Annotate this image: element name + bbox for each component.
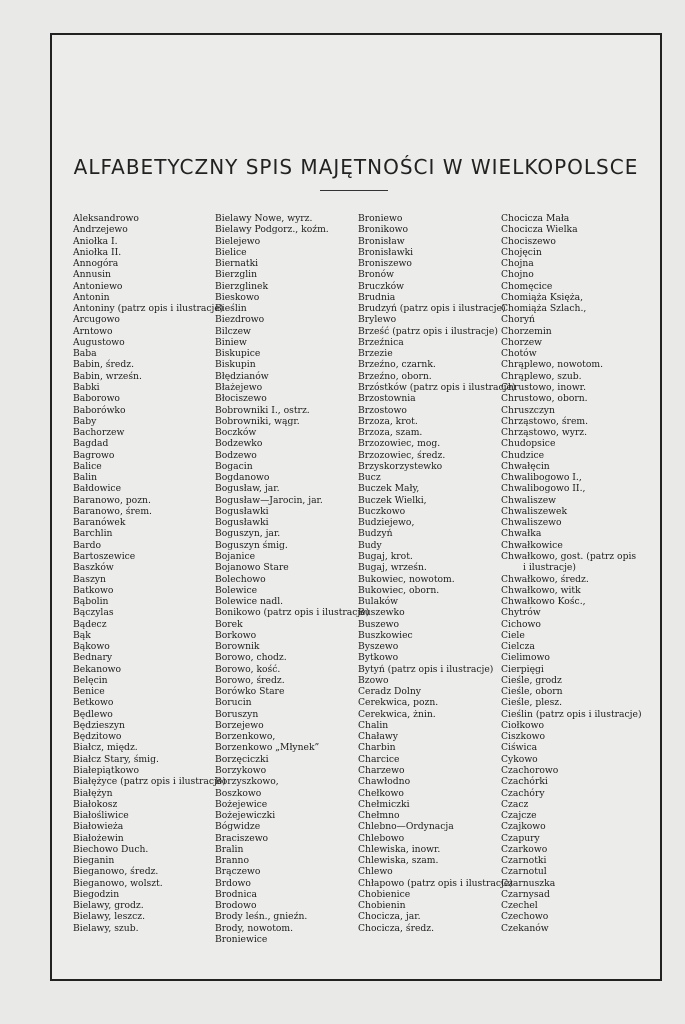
index-entry: Batkowo [73,584,114,596]
index-entry: Brzeźno, oborn. [358,370,432,382]
index-entry: Czarnysad [501,888,550,900]
index-entry: Antoniewo [73,280,123,292]
index-entry: Augustowo [73,336,125,348]
index-entry: Brzeźnica [358,336,404,348]
index-entry: Chocicza, średz. [358,922,435,934]
index-entry: Buczek Wielki, [358,494,427,506]
index-entry: Bodzewo [215,449,257,461]
index-entry: Borowo, średz. [215,674,285,686]
index-entry: Baranowo, pozn. [73,494,151,506]
index-entry: Balin [73,472,98,484]
index-entry: Baborówko [73,404,126,416]
index-entry: Borucin [215,697,252,709]
index-entry: Chobienice [358,888,411,900]
index-entry: Czarnuszka [501,877,556,889]
index-entry: Brzoza, szam. [358,427,423,439]
index-entry: Bardo [73,539,102,551]
index-entry: Chwaliszewek [501,505,568,517]
index-entry: Branno [215,855,249,867]
index-entry: Czarnotul [501,866,547,878]
index-entry: Ciświca [501,742,538,754]
index-entry: Bronikowo [358,224,409,236]
index-entry: Chaławy [358,731,398,743]
index-entry: Bądecz [73,618,107,630]
index-entry: Broniewo [358,213,403,224]
index-entry: Chotów [501,348,537,360]
index-entry: Chwałkowo Kośc., [501,596,586,608]
index-entry: Brodnica [215,888,258,900]
index-entry: Bulaków [358,596,399,608]
index-entry: Bukowiec, nowotom. [358,573,455,585]
index-entry: Będzieszyn [73,719,125,731]
index-entry: Bógwidze [215,821,261,833]
index-entry: Czachóry [501,787,545,799]
index-entry: Czechel [501,900,538,912]
index-entry: Ciszkowo [501,731,546,743]
index-entry: Buczek Mały, [358,483,420,495]
index-entry: Bytkowo [358,652,399,664]
index-entry: Baborowo [73,393,120,405]
index-entry: Chobienin [358,900,406,912]
index-entry: Buszewo [358,618,400,630]
index-entry: Bilczew [215,325,251,337]
index-entry: Bogusławki [215,505,269,517]
index-entry: Baba [73,348,97,360]
index-entry: Chlewiska, szam. [358,855,439,867]
index-entry: Chorzemin [501,325,552,337]
index-entry: Bielejewo [215,235,261,247]
index-column-4 [501,213,642,934]
index-entry: Charbin [358,742,396,754]
index-entry: Bielawy Nowe, wyrz. [215,213,313,224]
index-entry: Chomęcice [501,280,553,292]
index-entry: Baszyn [73,573,106,585]
index-entry: Chwałkowo, gost. (patrz opis [501,550,637,562]
page-title: ALFABETYCZNY SPIS MAJĘTNOŚCI W WIELKOPOLSCE [73,155,639,179]
index-entry: Cieśle, plesz. [501,697,563,709]
index-entry: Baszków [73,562,114,574]
index-entry: Błędzianów [215,370,269,382]
index-entry: Boczków [215,427,257,439]
index-entry: Bodzewko [215,438,263,450]
index-entry: Bogusław, jar. [215,483,280,495]
index-entry: Chwalibogowo II., [501,483,586,495]
index-entry: Cykowo [501,753,538,765]
index-entry: Borzykowo [215,765,267,777]
index-entry: Bieganowo, średz. [73,866,159,878]
index-entry: Chrustowo, inowr. [501,381,586,393]
index-entry: Biernatki [215,258,259,270]
index-entry: Baranowo, śrem. [73,505,152,517]
index-entry: Chwaliszewo [501,517,562,529]
index-entry: Chlewiska, inowr. [358,843,441,855]
index-entry: Borówko Stare [215,686,285,698]
index-entry: Bączylas [73,607,114,619]
index-entry: Czajcze [501,810,537,822]
index-entry: Brzostowo [358,404,407,416]
index-entry: Baby [73,415,97,427]
index-entry: Aniołka II. [73,246,122,258]
index-entry: Bożejewice [215,798,268,810]
index-entry: Białężyn [73,787,113,799]
index-entry: Białośliwice [73,810,129,822]
index-entry: Białepiątkowo [73,765,140,777]
index-entry: Bierzglin [215,269,258,281]
index-entry: Bielawy, szub. [73,922,139,934]
index-entry: Charcice [358,753,400,765]
index-entry: Bożejewiczki [215,810,276,822]
index-entry: Bugaj, krot. [358,550,413,562]
index-entry: Belęcin [73,674,108,686]
index-entry: Borowo, kość. [215,663,281,675]
index-entry: Bobrowniki, wągr. [215,415,300,427]
index-entry: Borownik [215,641,260,653]
index-entry: Chrząstowo, wyrz. [501,427,588,439]
index-entry: Borek [215,618,243,630]
index-entry: Chudopsice [501,438,556,450]
index-entry: Bytyń (patrz opis i ilustracje) [358,663,494,675]
index-entry: Cichowo [501,618,541,630]
index-entry: Brzostownia [358,393,416,405]
index-entry: Białożewin [73,832,124,844]
index-entry: Biniew [215,336,247,348]
index-entry: Baranówek [73,517,126,529]
index-entry: Chomiąża Szlach., [501,303,587,315]
index-entry: Cieślin (patrz opis i ilustracje) [501,708,642,720]
index-entry: Bogusławki [215,517,269,529]
index-entry: Buczkowo [358,505,406,517]
index-entry: Cieśle, grodz [501,674,562,686]
index-entry: Bolechowo [215,573,266,585]
index-entry: Biegodzin [73,888,120,900]
index-entry: Babin, średz. [73,359,134,371]
index-entry: Boszkowo [215,787,262,799]
index-column-2 [215,213,369,945]
index-entry: Bralin [215,843,244,855]
index-entry: Białężyce (patrz opis i ilustracje) [73,776,226,788]
index-entry: Brody, nowotom. [215,922,294,934]
index-entry: Benice [73,686,105,698]
index-entry: Bojanowo Stare [215,562,289,574]
index-entry: Bruczków [358,280,405,292]
index-column-1 [73,213,226,934]
index-entry: Czacz [501,798,529,810]
index-entry: Chrząstowo, śrem. [501,415,589,427]
index-entry: Chłapowo (patrz opis i ilustracje) [358,877,513,889]
index-entry: Białcz Stary, śmig. [73,753,159,765]
index-entry: Bielawy, leszcz. [73,911,146,923]
index-column-3 [358,213,516,934]
index-entry: Cieśle, oborn [501,686,563,698]
index-entry: Broniewice [215,934,268,945]
index-entry: Bolewice [215,584,258,596]
index-entry: Chawłodno [358,776,411,788]
index-entry: Bobrowniki I., ostrz. [215,404,310,416]
index-entry: Bzowo [358,674,389,686]
index-entry: Chorzew [501,336,543,348]
index-entry: Barchlin [73,528,113,540]
index-entry: Brześć (patrz opis i ilustracje) [358,325,498,337]
index-entry: Bronów [358,269,394,281]
index-entry: Brody leśn., gnieźn. [215,911,308,923]
index-entry: Bąk [73,629,91,641]
index-entry: Bogdanowo [215,472,270,484]
index-entry: Białokosz [73,798,118,810]
index-entry: Chojęcin [501,246,542,258]
index-entry: Chalin [358,719,389,731]
index-entry: Błociszewo [215,393,267,405]
index-entry: Borzejewo [215,719,264,731]
index-entry: Czachorowo [501,765,559,777]
index-entry: Antoniny (patrz opis i ilustracje) [73,303,224,315]
index-entry: Arcugowo [73,314,120,326]
index-entry: Bagrowo [73,449,115,461]
index-entry: Ciołkowo [501,719,544,731]
index-entry: Brdowo [215,877,251,889]
index-entry: Bolewice nadl. [215,596,284,608]
index-entry: Bieganowo, wolszt. [73,877,163,889]
index-entry: Brzezie [358,348,393,360]
index-entry: Chełmno [358,810,400,822]
index-entry: Cielcza [501,641,535,653]
index-entry: Brzozowiec, średz. [358,449,446,461]
index-entry: Charzewo [358,765,405,777]
index-entry: Chwałęcin [501,460,550,472]
index-entry: Bielawy, grodz. [73,900,144,912]
index-entry: Choryń [501,314,535,326]
index-entry: Brzyskorzystewko [358,460,443,472]
index-entry: Czarkowo [501,843,548,855]
page-frame [50,33,662,981]
index-entry: Bąkowo [73,641,110,653]
index-entry: Borzenkowo, [215,731,276,743]
index-entry: Bronisławki [358,246,414,258]
index-entry: Borzęciczki [215,753,269,765]
index-entry: Będlewo [73,708,113,720]
title-underline [320,190,388,191]
index-entry: Aniołka I. [73,235,118,247]
index-entry: Babin, wrześn. [73,370,142,382]
index-entry: Chełkowo [358,787,404,799]
index-entry: Białcz, międz. [73,742,138,754]
index-entry: Betkowo [73,697,114,709]
index-entry: Borkowo [215,629,257,641]
index-entry: Boguszyn śmig. [215,539,288,551]
index-entry: Będzitowo [73,731,122,743]
index-entry: Byszewo [358,641,399,653]
index-entry: Arntowo [73,325,113,337]
index-entry: Braciszewo [215,832,269,844]
index-entry: Białowieża [73,821,124,833]
index-entry: Chwałka [501,528,542,540]
index-entry: Czapury [501,832,540,844]
index-entry: i ilustracje) [523,562,576,574]
index-entry: Bogusław—Jarocin, jar. [215,494,323,506]
index-entry: Biezdrowo [215,314,265,326]
index-entry: Budy [358,539,382,551]
index-entry: Chlewo [358,866,393,878]
index-entry: Chruszczyn [501,404,555,416]
index-entry: Cierpięgi [501,663,544,675]
index-entry: Buszewko [358,607,405,619]
index-entry: Czekanów [501,922,549,934]
index-entry: Babki [73,381,100,393]
index-entry: Chwałkowo, średz. [501,573,589,585]
index-entry: Bekanowo [73,663,122,675]
index-entry: Bałdowice [73,483,122,495]
index-entry: Bartoszewice [73,550,136,562]
index-entry: Biskupin [215,359,256,371]
index-entry: Brzeźno, czarnk. [358,359,436,371]
index-entry: Bukowiec, oborn. [358,584,440,596]
index-entry: Chocicza Wielka [501,224,578,236]
index-entry: Brzóstków (patrz opis i ilustracje) [358,381,516,393]
index-entry: Bieganin [73,855,115,867]
index-entry: Bielawy Podgorz., koźm. [215,224,329,236]
index-entry: Annusin [73,269,111,281]
index-entry: Czechowo [501,911,549,923]
index-entry: Annogóra [73,258,119,270]
index-entry: Brzoza, krot. [358,415,418,427]
index-entry: Balice [73,460,102,472]
index-entry: Chojno [501,269,534,281]
index-entry: Chrustowo, oborn. [501,393,588,405]
index-entry: Aleksandrowo [73,213,139,224]
index-entry: Bronisław [358,235,405,247]
index-entry: Bąbolin [73,596,109,608]
index-entry: Bagdad [73,438,109,450]
index-entry: Chytrów [501,607,541,619]
index-entry: Bucz [358,472,381,484]
index-entry: Ciele [501,629,525,641]
index-entry: Andrzejewo [73,224,128,236]
index-entry: Chomiąża Księża, [501,291,584,303]
index-entry: Borowo, chodz. [215,652,287,664]
index-entry: Boguszyn, jar. [215,528,281,540]
index-entry: Chwalibogowo I., [501,472,582,484]
index-entry: Brączewo [215,866,261,878]
index-entry: Cielimowo [501,652,550,664]
index-entry: Cerekwica, pozn. [358,697,439,709]
index-entry: Chojna [501,258,534,270]
index-entry: Brodowo [215,900,257,912]
index-entry: Bierzglinek [215,280,269,292]
index-entry: Bieślin [215,303,247,315]
index-entry: Chrąplewo, nowotom. [501,359,604,371]
index-entry: Bielice [215,246,247,258]
index-entry: Bachorzew [73,427,125,439]
index-entry: Ceradz Dolny [358,686,421,698]
index-entry: Chocicza Mała [501,213,570,224]
index-entry: Błażejewo [215,381,263,393]
index-entry: Bugaj, wrześn. [358,562,427,574]
index-entry: Chełmiczki [358,798,410,810]
index-entry: Budziejewo, [358,517,415,529]
index-entry: Budzyń [358,528,393,540]
index-entry: Bogacin [215,460,253,472]
index-entry: Biskupice [215,348,261,360]
index-entry: Chwałkowo, witk [501,584,581,596]
index-entry: Chlebowo [358,832,405,844]
index-entry: Bojanice [215,550,256,562]
index-entry: Chociszewo [501,235,556,247]
index-entry: Brylewo [358,314,397,326]
index-entry: Brzozowiec, mog. [358,438,441,450]
index-entry: Broniszewo [358,258,412,270]
index-entry: Chrąplewo, szub. [501,370,582,382]
index-entry: Brudzyń (patrz opis i ilustracje) [358,303,506,315]
index-entry: Chwałkowice [501,539,563,551]
index-entry: Chwaliszew [501,494,557,506]
index-entry: Biechowo Duch. [73,843,149,855]
index-entry: Bonikowo (patrz opis i ilustracje) [215,607,370,619]
index-entry: Boruszyn [215,708,259,720]
index-entry: Brudnia [358,291,396,303]
index-entry: Borzyszkowo, [215,776,279,788]
index-entry: Buszkowiec [358,629,413,641]
index-entry: Borzenkowo „Młynek” [215,742,320,754]
index-entry: Chocicza, jar. [358,911,421,923]
index-entry: Bieskowo [215,291,260,303]
index-entry: Chlebno—Ordynacja [358,821,454,833]
index-entry: Czarnotki [501,855,547,867]
index-entry: Czachórki [501,776,548,788]
index-entry: Chudzice [501,449,545,461]
index-entry: Czajkowo [501,821,546,833]
index-entry: Cerekwica, żnin. [358,708,436,720]
index-entry: Antonin [73,291,110,303]
index-entry: Bednary [73,652,113,664]
